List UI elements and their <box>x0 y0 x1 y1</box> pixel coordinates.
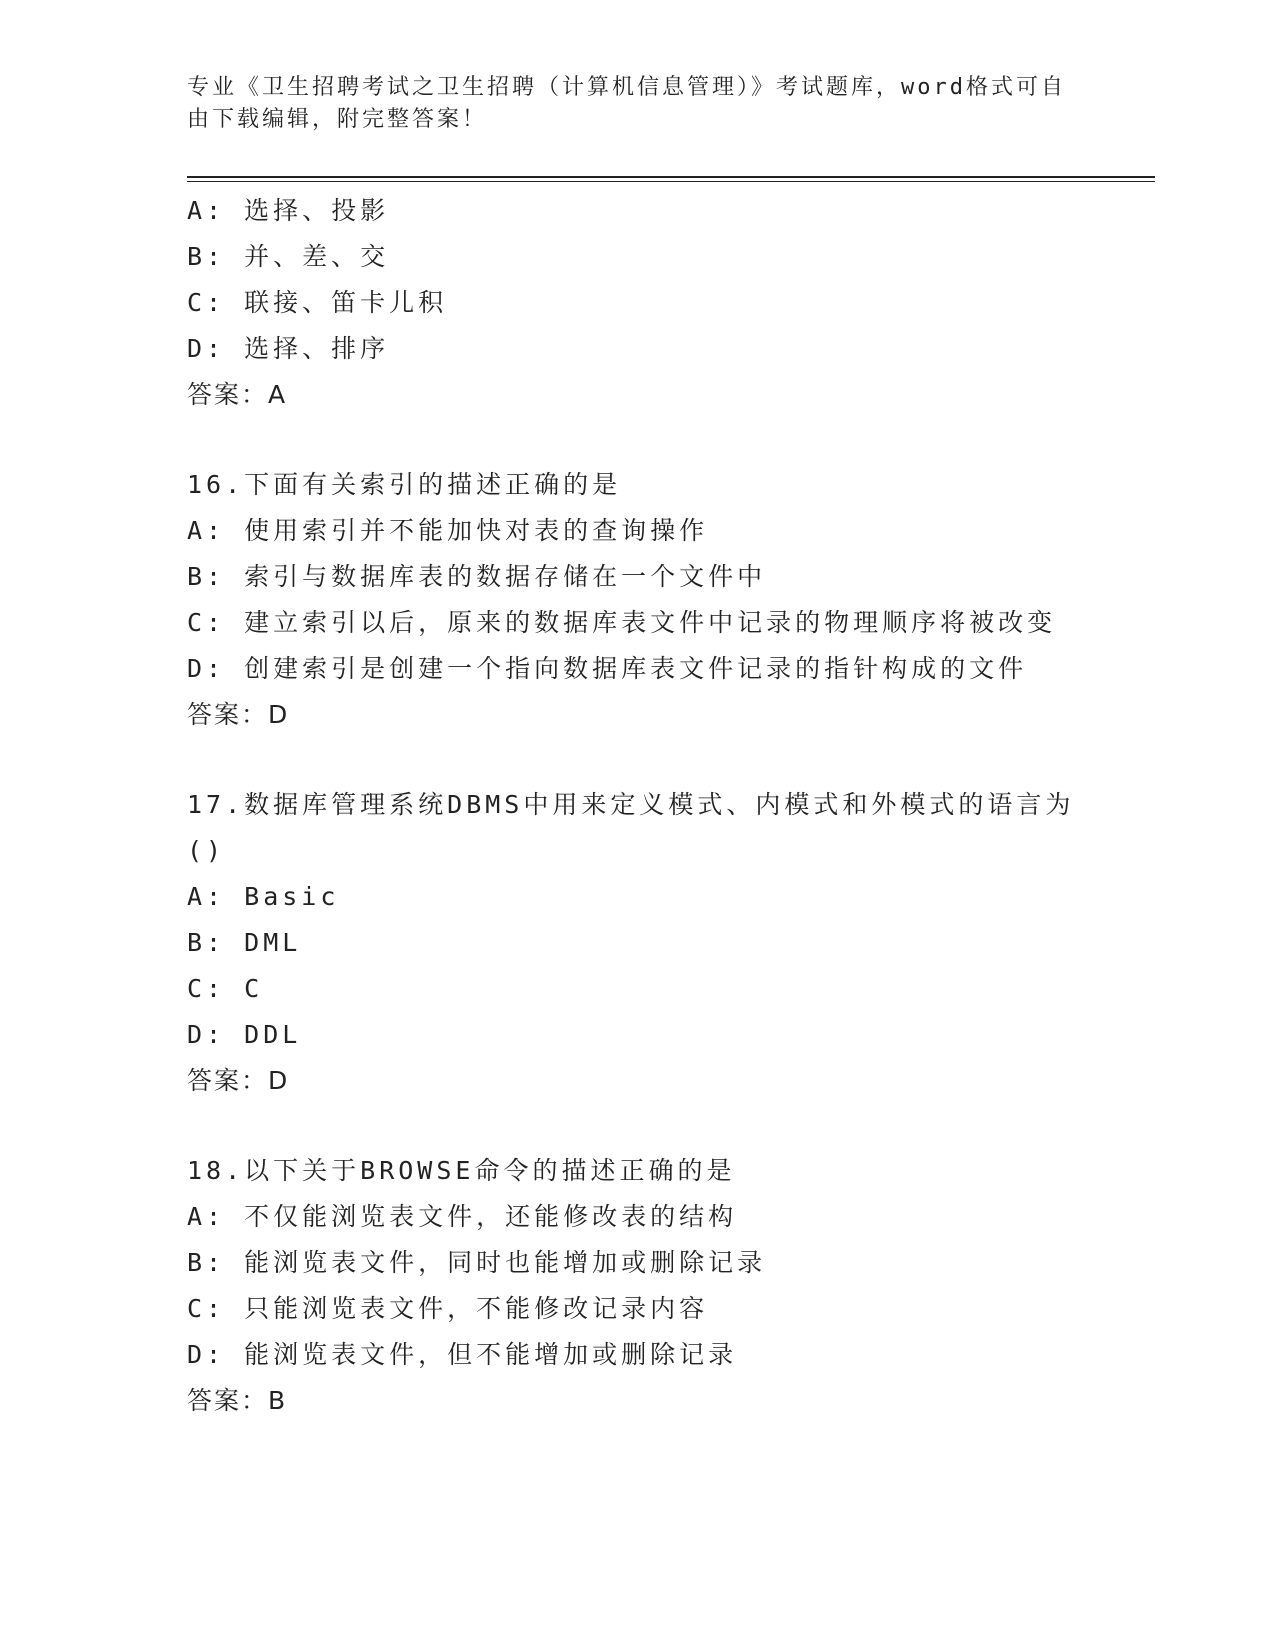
question-text-continued: () <box>187 836 226 865</box>
question-text: 16.下面有关索引的描述正确的是 <box>187 470 622 499</box>
option-a: A: 选择、投影 <box>187 196 390 225</box>
option-a: A: 使用索引并不能加快对表的查询操作 <box>187 516 709 545</box>
option-a: A: 不仅能浏览表文件，还能修改表的结构 <box>187 1202 738 1231</box>
question-15-block <box>187 188 1155 418</box>
question-17-block <box>187 782 1155 1104</box>
question-text: 18.以下关于BROWSE命令的描述正确的是 <box>187 1156 736 1185</box>
option-a: A: Basic <box>187 882 340 911</box>
header-line-1: 专业《卫生招聘考试之卫生招聘（计算机信息管理）》考试题库，word格式可自 <box>187 75 1066 100</box>
question-16-block <box>187 462 1155 738</box>
header-divider-thin <box>187 181 1155 182</box>
option-c: C: 联接、笛卡儿积 <box>187 288 448 317</box>
header-line-2: 由下载编辑，附完整答案！ <box>187 107 488 132</box>
option-d: D: 能浏览表文件，但不能增加或删除记录 <box>187 1340 738 1369</box>
option-b: B: DML <box>187 928 302 957</box>
question-text: 17.数据库管理系统DBMS中用来定义模式、内模式和外模式的语言为 <box>187 790 1075 819</box>
answer-line: 答案：D <box>187 700 290 729</box>
question-list <box>187 188 1155 1424</box>
option-d: D: 创建索引是创建一个指向数据库表文件记录的指针构成的文件 <box>187 654 1028 683</box>
option-c: C: 建立索引以后，原来的数据库表文件中记录的物理顺序将被改变 <box>187 608 1057 637</box>
option-b: B: 能浏览表文件，同时也能增加或删除记录 <box>187 1248 767 1277</box>
option-d: D: 选择、排序 <box>187 334 390 363</box>
spacer <box>187 738 1155 782</box>
spacer <box>187 1104 1155 1148</box>
option-c: C: 只能浏览表文件，不能修改记录内容 <box>187 1294 709 1323</box>
question-18-block <box>187 1148 1155 1424</box>
answer-line: 答案：B <box>187 1386 288 1415</box>
document-header <box>187 72 1067 136</box>
answer-line: 答案：A <box>187 380 288 409</box>
answer-line: 答案：D <box>187 1066 290 1095</box>
option-b: B: 并、差、交 <box>187 242 390 271</box>
spacer <box>187 418 1155 462</box>
header-divider-thick <box>187 176 1155 178</box>
option-b: B: 索引与数据库表的数据存储在一个文件中 <box>187 562 767 591</box>
option-d: D: DDL <box>187 1020 302 1049</box>
option-c: C: C <box>187 974 264 1003</box>
